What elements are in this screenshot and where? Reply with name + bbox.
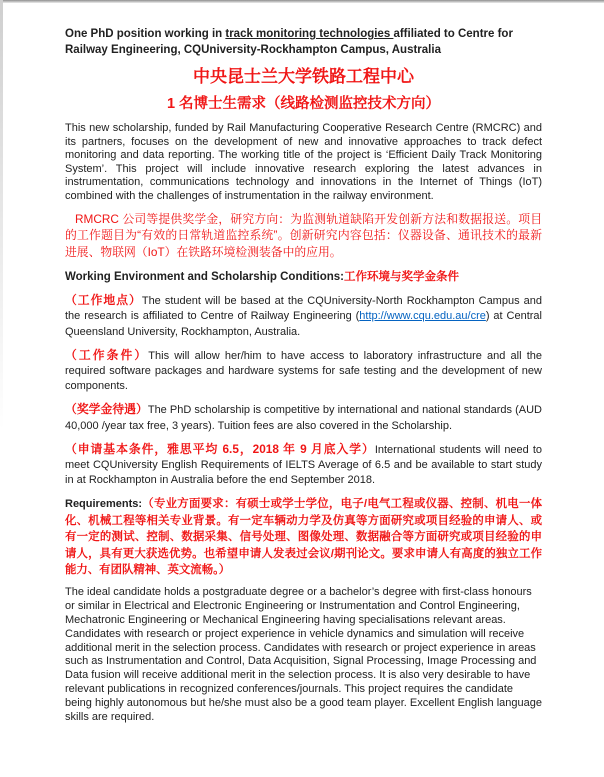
- condition-scholarship-label: （奖学金待遇）: [65, 402, 148, 417]
- cre-link[interactable]: http://www.cqu.edu.au/cre: [359, 310, 486, 323]
- ideal-candidate-paragraph: The ideal candidate holds a postgraduate degree or a bachelor’s degree with first-class honours or similar in Electrical and Electronic Engineering or Instrumentation and Control Engineering, Mechatronic Engineering or Mechanical Engineering having specialisations relevant areas. Candidates with research or project experience in vehicle dynamics and simulation will receive additional merit in the selection process. Candidates with research or project experience in areas such as Instrumentation and Control, Data Acquisition, Signal Processing, Image Processing and Data fusion will receive additional merit in the selection process. It is also very desirable to have relevant publications in recognized conferences/journals. This project requires the candidate being highly autonomous but he/she must also be a good team player. Excellent English language skills are required.: [65, 586, 542, 723]
- condition-facilities-paragraph: [65, 348, 542, 395]
- requirements-text-cn: （专业方面要求：有硕士或学士学位，电子/电气工程或仪器、控制、机电一体化、机械工程等相关专业背景。有一定车辆动力学及仿真等方面研究或项目经验的申请人、或有一定的测试、控制、数据采集、信号处理、图像处理、数据融合等方面研究或项目经验的申请人，具有更大获选优势。也希望申请人发表过会议/期刊论文。要求申请人有高度的独立工作能力、有团队精神、英文流畅。）: [65, 498, 542, 577]
- requirements-label: Requirements:: [65, 498, 143, 511]
- doc-title-underlined-phrase: track monitoring technologies: [225, 28, 394, 40]
- section-heading-en: Working Environment and Scholarship Conditions:: [65, 271, 344, 284]
- intro-paragraph: This new scholarship, funded by Rail Manufacturing Cooperative Research Centre (RMCRC) and its partners, focuses on the development of new and innovative approaches to track defect monitoring and data reporting. The working title of the project is ‘Efficient Daily Track Monitoring System’. This project will include innovative research exploring the latest advances in instrumentation, communications technology and innovations in the Internet of Things (IoT) combined with the challenges of instrumentation in the railway environment.: [65, 122, 542, 202]
- intro-paragraph-cn: RMCRC 公司等提供奖学金，研究方向：为监测轨道缺陷开发创新方法和数据报送。项目的工作题目为“有效的日常轨道监控系统”。创新研究内容包括：仪器设备、通讯技术的最新进展、物联网（IoT）在铁路环境检测装备中的应用。: [65, 212, 542, 259]
- section-heading-cn: 工作环境与奖学金条件: [344, 271, 459, 284]
- doc-title-suffix: affiliated to Centre for Railway Engineering, CQUniversity-Rockhampton Campus, Australia: [65, 28, 513, 56]
- doc-title-prefix: One PhD position working in: [65, 28, 226, 40]
- cn-heading-centre-name: 中央昆士兰大学铁路工程中心: [193, 67, 414, 86]
- document-content: [65, 26, 542, 724]
- condition-facilities-text: This will allow her/him to have access to laboratory infrastructure and all the required software packages and hardware systems for safe testing and the development of new components.: [65, 349, 542, 393]
- doc-title: [65, 26, 542, 58]
- condition-location-label: （工作地点）: [65, 293, 142, 308]
- condition-location-text-before-link: The student will be based at the CQUniversity-North Rockhampton Campus and the research is affiliated to Centre of Railway Engineering (: [65, 295, 542, 323]
- condition-eligibility-text: International students will need to meet CQUniversity English Requirements of IELTS Average of 6.5 and be available to start study in at Rockhampton in Australia before the end September 2018.: [65, 443, 542, 487]
- left-edge-shadow: [0, 0, 3, 430]
- condition-location-text-after-link: ) at Central Queensland University, Rockhampton, Australia.: [65, 310, 542, 338]
- condition-scholarship-text: The PhD scholarship is competitive by international and national standards (AUD 40,000 /year tax free, 3 years). Tuition fees are also covered in the Scholarship.: [65, 404, 542, 432]
- cn-heading-position: 1 名博士生需求（线路检测监控技术方向）: [166, 96, 441, 112]
- requirements-paragraph: [65, 496, 542, 578]
- condition-eligibility-paragraph: [65, 442, 542, 489]
- condition-facilities-label: （工作条件）: [65, 347, 149, 362]
- condition-scholarship-paragraph: [65, 402, 542, 433]
- section-heading: [65, 270, 542, 285]
- condition-location-paragraph: [65, 293, 542, 340]
- condition-eligibility-label: （申请基本条件，雅思平均 6.5，2018 年 9 月底入学）: [65, 441, 375, 456]
- top-edge-shadow: [0, 0, 604, 3]
